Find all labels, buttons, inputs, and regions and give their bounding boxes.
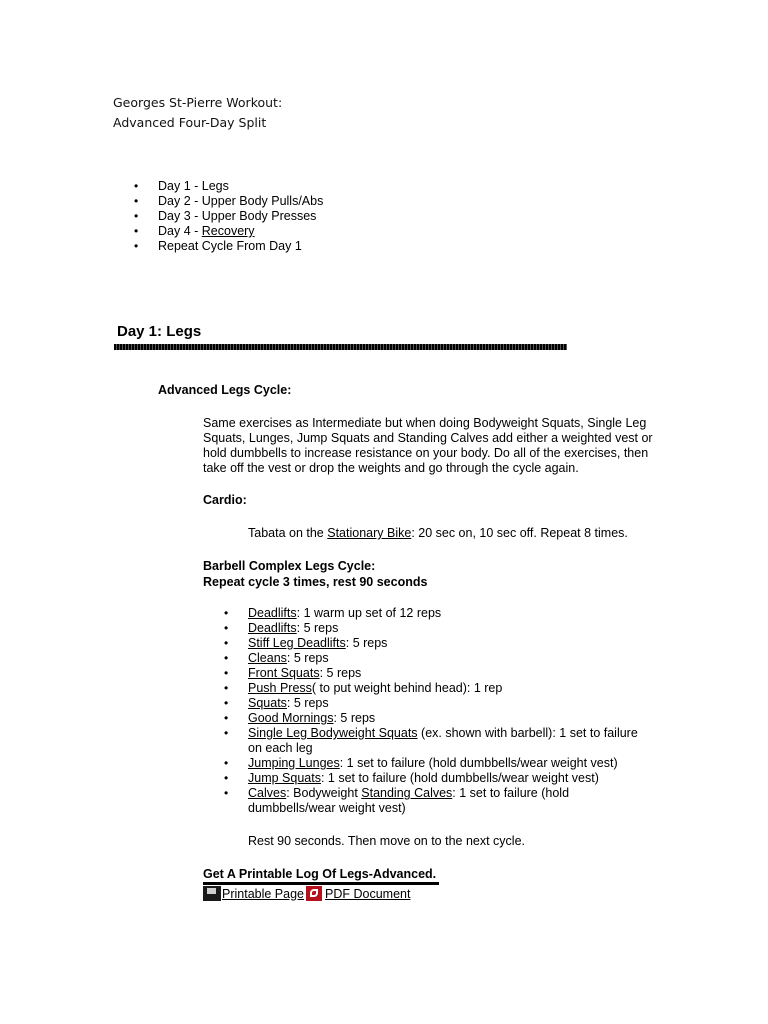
cardio-heading: Cardio: xyxy=(203,493,247,507)
exercise-link[interactable]: Single Leg Bodyweight Squats xyxy=(248,726,418,740)
list-item: • Good Mornings: 5 reps xyxy=(248,711,648,726)
list-item: • Front Squats: 5 reps xyxy=(248,666,648,681)
list-item: • Push Press( to put weight behind head): 1 rep xyxy=(248,681,648,696)
schedule-list xyxy=(158,179,323,254)
pdf-icon[interactable] xyxy=(306,886,322,901)
title-line-1: Georges St-Pierre Workout: xyxy=(113,95,283,110)
barbell-heading: Barbell Complex Legs Cycle: Repeat cycle 3 times, rest 90 seconds xyxy=(203,559,428,589)
exercise-link[interactable]: Cleans xyxy=(248,651,287,665)
list-item: • Deadlifts: 5 reps xyxy=(248,621,648,636)
exercise-link[interactable]: Calves xyxy=(248,786,287,800)
cardio-text: Tabata on the Stationary Bike: 20 sec on, 10 sec off. Repeat 8 times. xyxy=(248,526,628,540)
list-item: • Single Leg Bodyweight Squats (ex. shown with barbell): 1 set to failure on each leg xyxy=(248,726,648,756)
exercise-link[interactable]: Good Mornings xyxy=(248,711,334,725)
document-title xyxy=(113,93,282,133)
title-line-2: Advanced Four-Day Split xyxy=(113,115,267,130)
advanced-legs-description: Same exercises as Intermediate but when doing Bodyweight Squats, Single Leg Squats, Lunges, Jump Squats and Standing Calves add either a weighted vest or hold dumbbells to increase resistance on your body. Do all of the exercises, then take off the vest or drop the weights and go through the cycle again. xyxy=(203,416,653,475)
download-links xyxy=(203,886,410,901)
stationary-bike-link[interactable]: Stationary Bike xyxy=(327,526,412,540)
advanced-legs-heading: Advanced Legs Cycle: xyxy=(158,383,292,397)
exercise-link[interactable]: Standing Calves xyxy=(361,786,453,800)
exercise-link[interactable]: Deadlifts xyxy=(248,621,297,635)
exercise-link[interactable]: Push Press xyxy=(248,681,312,695)
exercise-link[interactable]: Jump Squats xyxy=(248,771,321,785)
pdf-document-link[interactable]: PDF Document xyxy=(325,886,411,901)
printer-icon[interactable] xyxy=(203,886,221,901)
exercise-list xyxy=(248,606,648,816)
list-item: • Stiff Leg Deadlifts: 5 reps xyxy=(248,636,648,651)
list-item: • Day 2 - Upper Body Pulls/Abs xyxy=(158,194,323,209)
rest-note: Rest 90 seconds. Then move on to the next cycle. xyxy=(248,834,526,848)
exercise-link[interactable]: Jumping Lunges xyxy=(248,756,340,770)
exercise-link[interactable]: Deadlifts xyxy=(248,606,297,620)
printable-log-heading: Get A Printable Log Of Legs-Advanced. xyxy=(203,867,437,881)
list-item: • Jumping Lunges: 1 set to failure (hold dumbbells/wear weight vest) xyxy=(248,756,648,771)
list-item: • Repeat Cycle From Day 1 xyxy=(158,239,323,254)
exercise-link[interactable]: Squats xyxy=(248,696,287,710)
list-item: • Calves: Bodyweight Standing Calves: 1 set to failure (hold dumbbells/wear weight vest) xyxy=(248,786,648,816)
list-item: • Day 1 - Legs xyxy=(158,179,323,194)
list-item: • Deadlifts: 1 warm up set of 12 reps xyxy=(248,606,648,621)
list-item: • Day 4 - Recovery xyxy=(158,224,323,239)
log-heading-underline xyxy=(203,882,439,885)
exercise-link[interactable]: Front Squats xyxy=(248,666,320,680)
day1-heading: Day 1: Legs xyxy=(117,323,202,340)
exercise-link[interactable]: Stiff Leg Deadlifts xyxy=(248,636,346,650)
list-item: • Jump Squats: 1 set to failure (hold dumbbells/wear weight vest) xyxy=(248,771,648,786)
list-item: • Cleans: 5 reps xyxy=(248,651,648,666)
printable-page-link[interactable]: Printable Page xyxy=(222,886,305,901)
recovery-link[interactable]: Recovery xyxy=(201,224,255,238)
list-item: • Day 3 - Upper Body Presses xyxy=(158,209,323,224)
list-item: • Squats: 5 reps xyxy=(248,696,648,711)
heading-divider xyxy=(114,344,567,350)
